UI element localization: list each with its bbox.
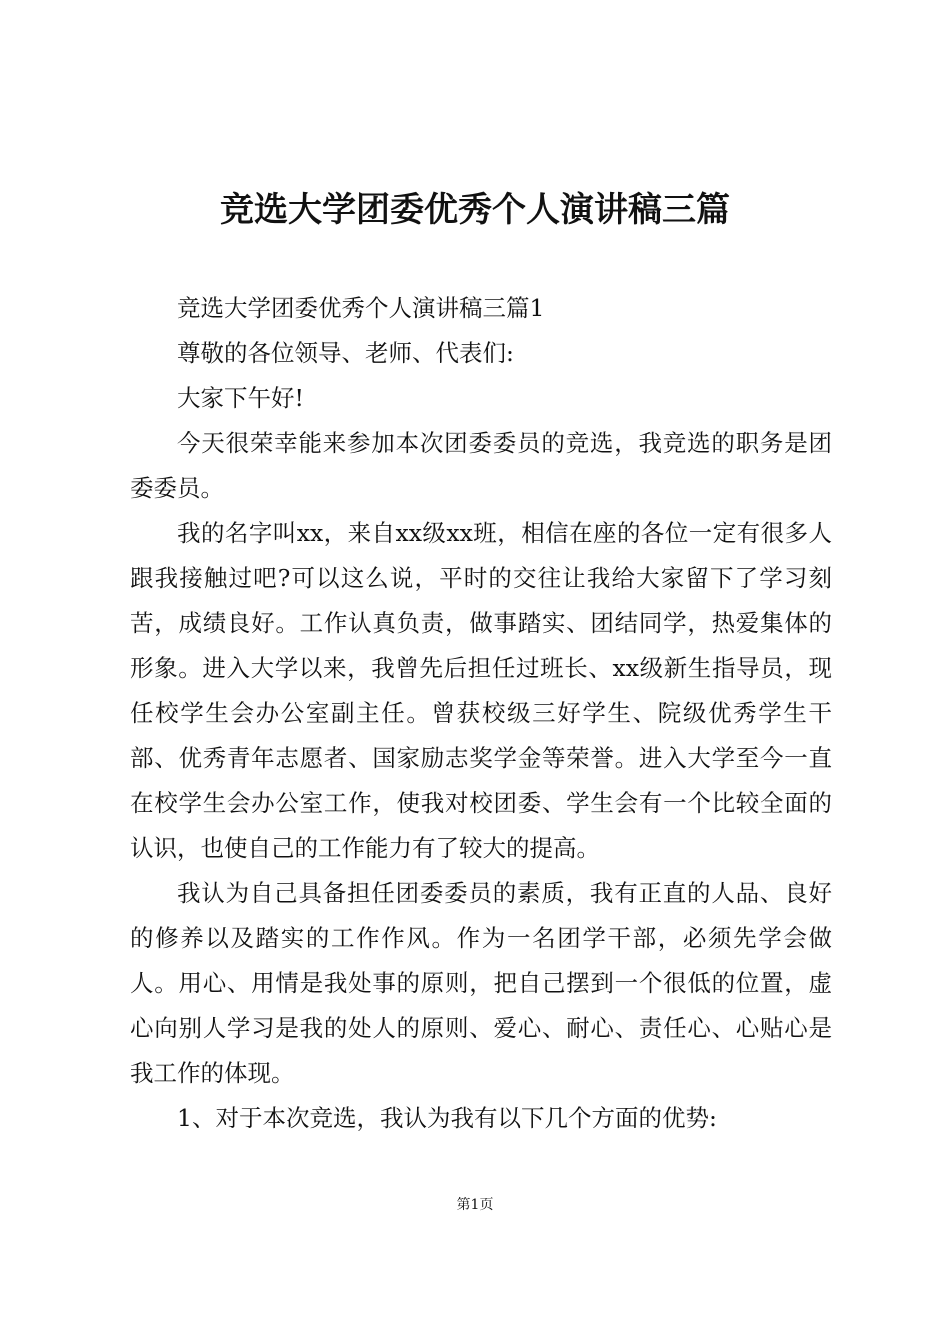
document-body	[130, 286, 832, 1141]
document-title: 竞选大学团委优秀个人演讲稿三篇	[220, 190, 730, 230]
paragraph-qualities: 我认为自己具备担任团委委员的素质，我有正直的人品、良好的修养以及踏实的工作作风。作为一名团学干部，必须先学会做人。用心、用情是我处事的原则，把自己摆到一个很低的位置，虚心向别人学习是我的处人的原则、爱心、耐心、责任心、心贴心是我工作的体现。	[130, 879, 832, 1087]
paragraph-heading: 竞选大学团委优秀个人演讲稿三篇1	[177, 294, 545, 322]
paragraph-intro: 今天很荣幸能来参加本次团委委员的竞选，我竞选的职务是团委委员。	[130, 429, 832, 502]
paragraph-advantages: 1、对于本次竞选，我认为我有以下几个方面的优势:	[177, 1104, 717, 1132]
page-number: 第1页	[456, 1197, 494, 1213]
paragraph-background: 我的名字叫xx，来自xx级xx班，相信在座的各位一定有很多人跟我接触过吧?可以这么说，平时的交往让我给大家留下了学习刻苦，成绩良好。工作认真负责，做事踏实、团结同学，热爱集体的形象。进入大学以来，我曾先后担任过班长、xx级新生指导员，现任校学生会办公室副主任。曾获校级三好学生、院级优秀学生干部、优秀青年志愿者、国家励志奖学金等荣誉。进入大学至今一直在校学生会办公室工作，使我对校团委、学生会有一个比较全面的认识，也使自己的工作能力有了较大的提高。	[130, 519, 832, 862]
paragraph-salutation: 尊敬的各位领导、老师、代表们:	[177, 339, 514, 367]
paragraph-greeting: 大家下午好!	[177, 384, 304, 412]
